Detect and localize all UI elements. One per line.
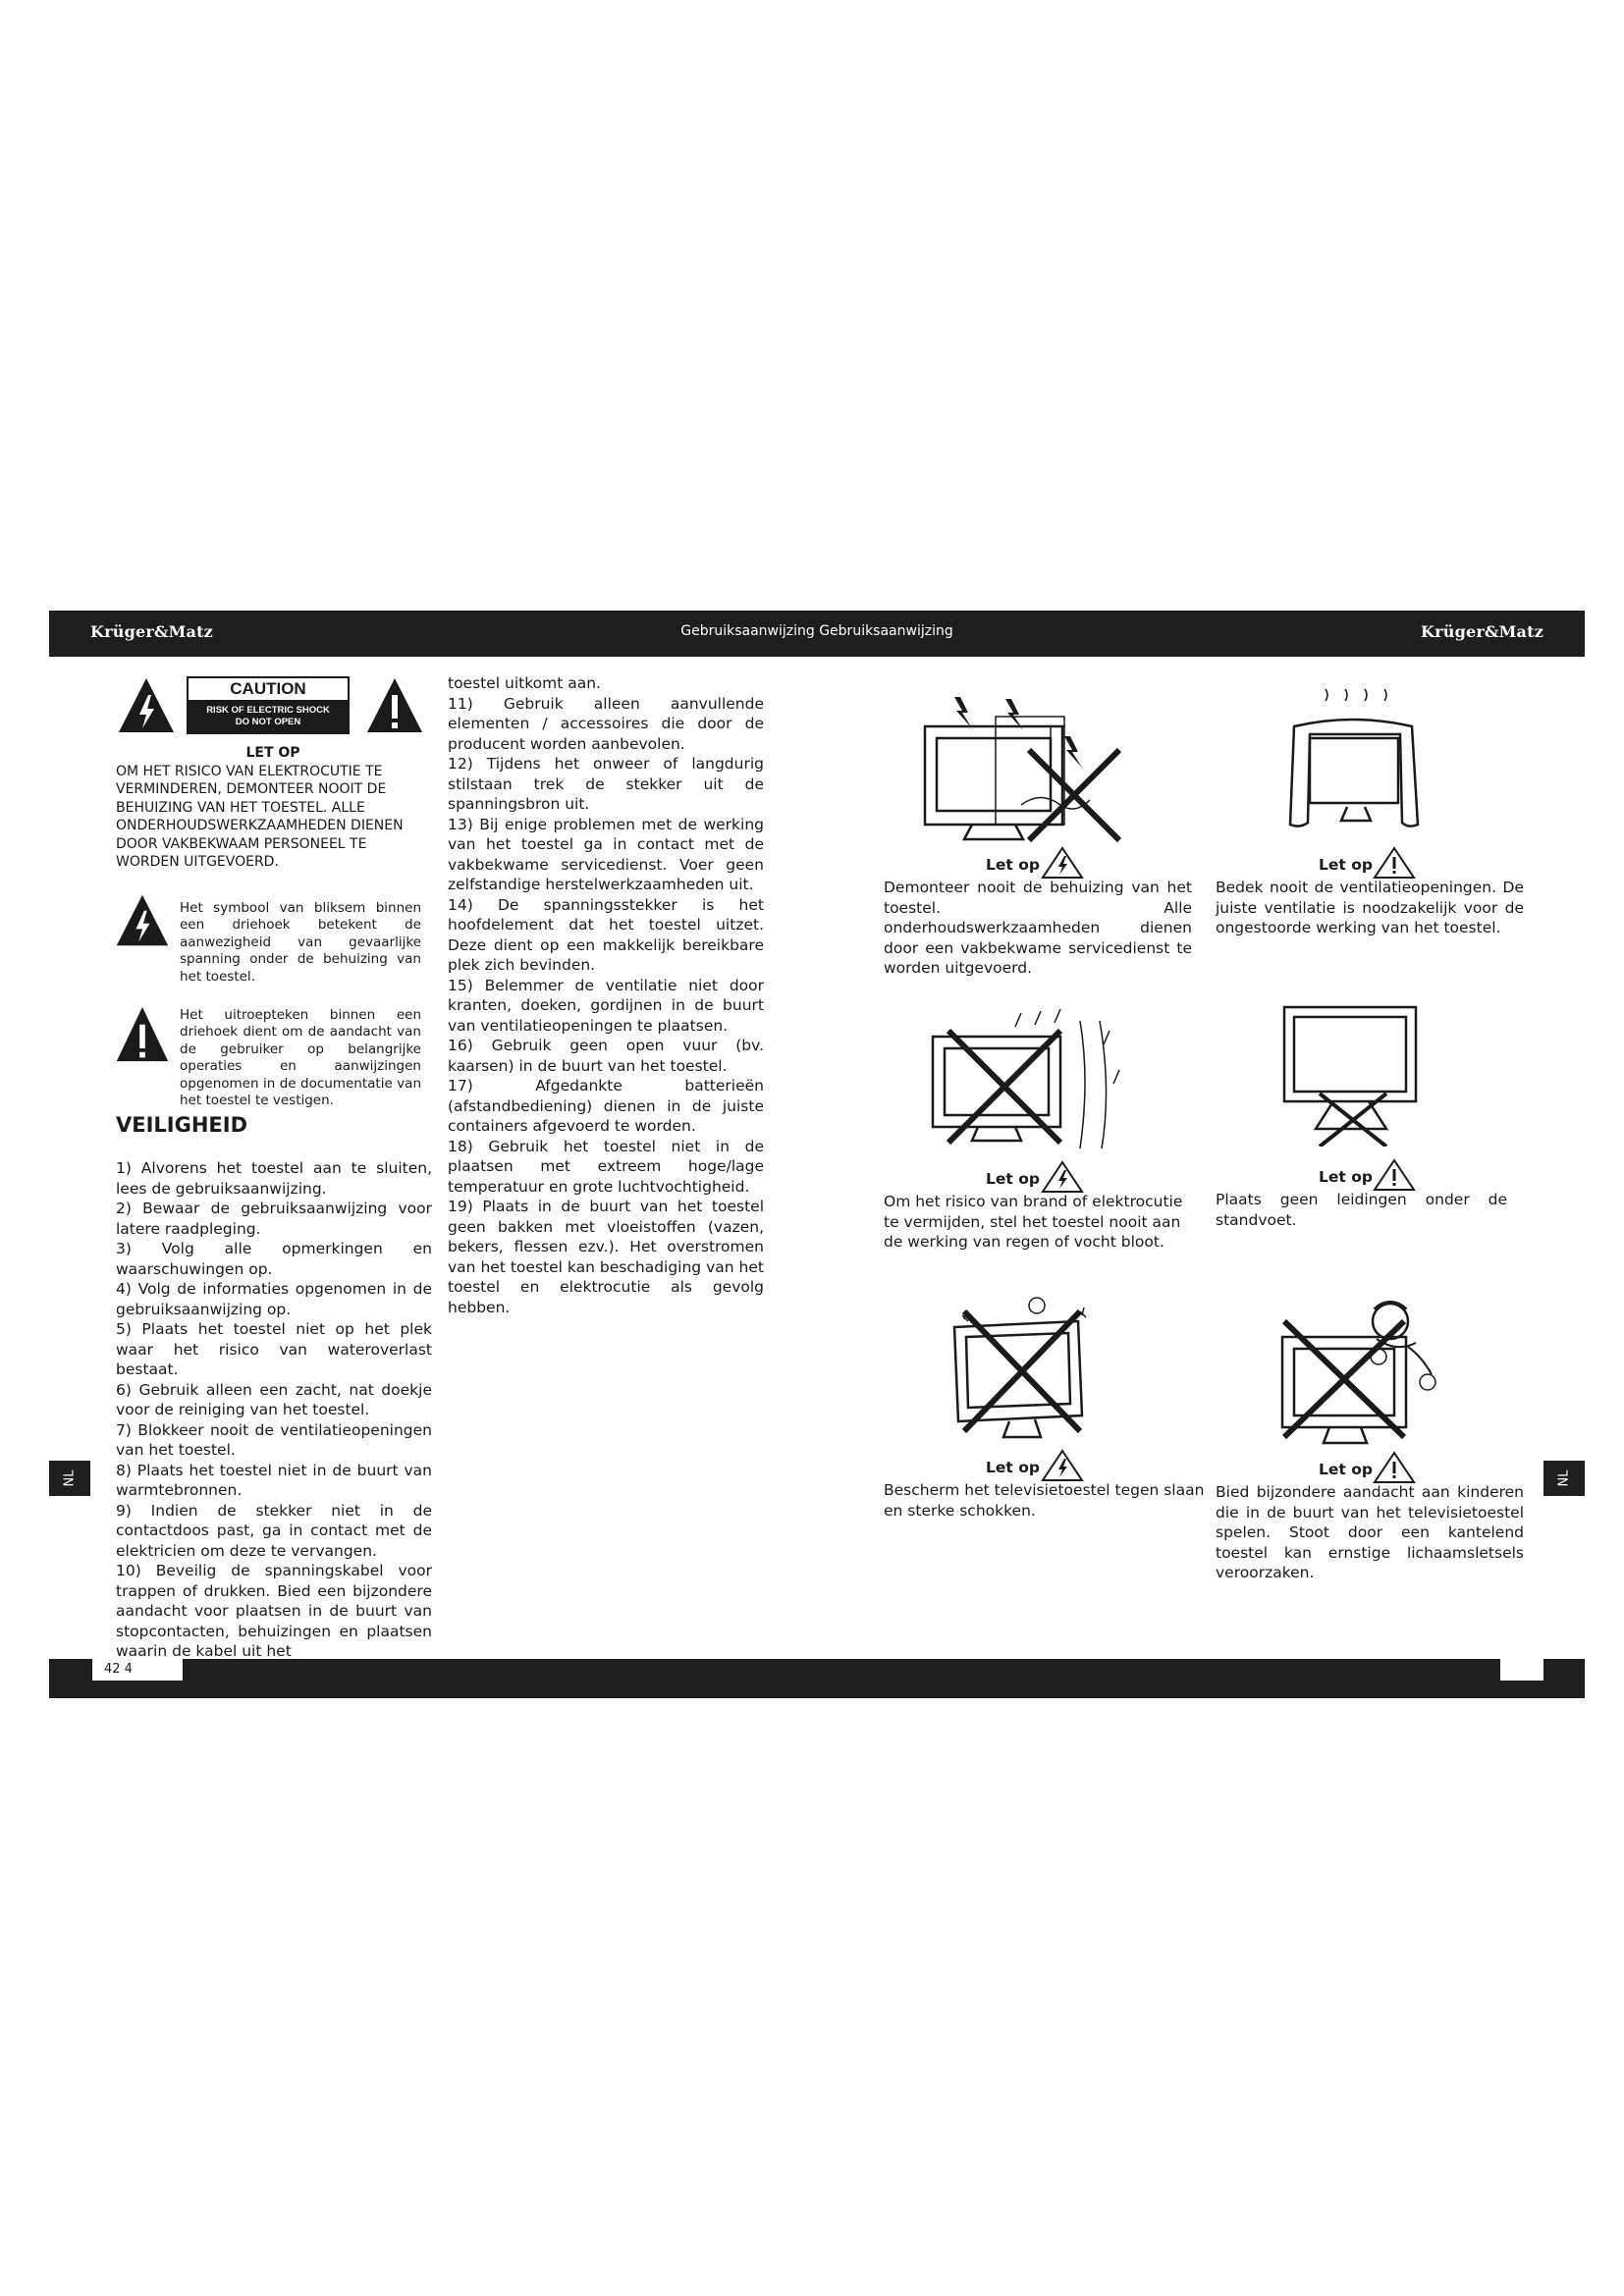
language-tab-right: NL <box>1543 1461 1585 1496</box>
lightning-warning-icon <box>1041 1160 1084 1194</box>
exclamation-triangle-icon <box>114 1003 171 1066</box>
list-item: 18) Gebruik het toestel niet in de plaatsen met extreem hoge/lage temperatuur en grote luchtvochtigheid. <box>448 1137 764 1196</box>
list-item: 2) Bewaar de gebruiksaanwijzing voor latere raadpleging. <box>116 1200 432 1238</box>
illustration-caption: Om het risico van brand of elektrocutie te vermijden, stel het toestel nooit aan de werking van regen of vocht bloot. <box>884 1193 1183 1251</box>
list-item: 3) Volg alle opmerkingen en waarschuwingen op. <box>116 1240 432 1278</box>
tv-lightning-illustration <box>903 687 1159 854</box>
warning-line: ONDERHOUDSWERKZAAMHEDEN DIENEN <box>116 818 404 833</box>
language-tab-left: NL <box>49 1461 90 1496</box>
warning-line: BEHUIZING VAN HET TOESTEL. ALLE <box>116 799 365 816</box>
caution-label <box>187 676 350 734</box>
list-item: 9) Indien de stekker niet in de contactdoos past, ga in contact met de elektricien om deze te vervangen. <box>116 1501 432 1560</box>
illustration-caption: Demonteer nooit de behuizing van het toestel. Alle onderhoudswerkzaamheden dienen door een vakbekwame servicedienst te worden uitgevoerd. <box>884 879 1192 977</box>
tv-covered-illustration <box>1276 687 1434 844</box>
illustration-caption: Plaats geen leidingen onder de standvoet. <box>1216 1191 1507 1229</box>
list-item: toestel uitkomt aan. <box>448 674 601 692</box>
caution-line-1: RISK OF ELECTRIC SHOCK <box>206 705 330 716</box>
list-item: 15) Belemmer de ventilatie niet door kranten, doeken, gordijnen in de buurt van ventilatieopeningen te plaatsen. <box>448 976 764 1035</box>
header-title: Gebruiksaanwijzing Gebruiksaanwijzing <box>680 623 953 639</box>
list-item: 12) Tijdens het onweer of langdurig stilstaan trek de stekker uit de spanningsbron uit. <box>448 755 764 813</box>
bolt-symbol-note: Het symbool van bliksem binnen een driehoek betekent de aanwezigheid van gevaarlijke spanning onder de behuizing van het toestel. <box>180 899 421 985</box>
warning-line: OM HET RISICO VAN ELEKTROCUTIE TE <box>116 763 383 779</box>
let-op-label: Let op <box>1319 1461 1373 1478</box>
list-item: 13) Bij enige problemen met de werking van het toestel ga in contact met de vakbekwame servicedienst. Voer geen zelfstandige herstelwerkzaamheden uit. <box>448 815 764 893</box>
illustration-caption: Bescherm het televisietoestel tegen slaan en sterke schokken. <box>884 1481 1205 1520</box>
tv-child-illustration <box>1261 1288 1447 1455</box>
tv-impact-illustration <box>943 1292 1110 1449</box>
list-item: 7) Blokkeer nooit de ventilatieopeningen van het toestel. <box>116 1420 432 1459</box>
list-item: 1) Alvorens het toestel aan te sluiten, lees de gebruiksaanwijzing. <box>116 1159 432 1198</box>
exclamation-warning-icon <box>1373 1158 1416 1192</box>
lightning-triangle-icon <box>114 891 171 950</box>
tv-cable-illustration <box>1276 999 1424 1147</box>
list-item: 16) Gebruik geen open vuur (bv. kaarsen) in de buurt van het toestel. <box>448 1037 764 1075</box>
lightning-warning-icon <box>1041 846 1084 880</box>
tv-rain-illustration <box>913 1001 1149 1168</box>
exclamation-symbol-note: Het uitroepteken binnen een driehoek dient om de aandacht van de gebruiker op belangrijke operaties en aanwijzingen opgenomen in de documentatie van het toestel te vestigen. <box>180 1006 421 1108</box>
let-op-label: Let op <box>1319 1168 1373 1186</box>
header-bar <box>49 611 1585 657</box>
brand-logo-left: Krüger&Matz <box>90 622 213 641</box>
list-item: 10) Beveilig de spanningskabel voor trappen of drukken. Bied een bijzondere aandacht voor plaatsen in de buurt van stopcontacten, behuizingen en plaatsen waarin de kabel uit het <box>116 1562 432 1660</box>
safety-list-middle <box>448 673 764 1317</box>
let-op-block <box>116 744 430 872</box>
caution-title: CAUTION <box>189 678 348 702</box>
page-number-right <box>1500 1659 1543 1681</box>
let-op-label: Let op <box>986 1459 1040 1476</box>
list-item: 19) Plaats in de buurt van het toestel geen bakken met vloeistoffen (vazen, bekers, flessen ezv.). Het overstromen van het toestel kan beschadiging van het toestel en elektrocutie als gevolg hebben. <box>448 1198 764 1316</box>
list-item: 8) Plaats het toestel niet in de buurt van warmtebronnen. <box>116 1461 432 1499</box>
brand-logo-right: Krüger&Matz <box>1421 622 1543 641</box>
illustration-caption: Bied bijzondere aandacht aan kinderen die in de buurt van het televisietoestel spelen. Stoot door een kantelend toestel kan ernstige lichaamsletsels veroorzaken. <box>1216 1483 1524 1581</box>
footer-bar <box>49 1659 1585 1698</box>
page-number: 42 4 <box>92 1659 183 1681</box>
section-heading: VEILIGHEID <box>116 1113 248 1137</box>
list-item: 17) Afgedankte batterieën (afstandbediening) dienen in de juiste containers afgevoerd te worden. <box>448 1077 764 1135</box>
list-item: 4) Volg de informaties opgenomen in de gebruiksaanwijzing op. <box>116 1280 432 1318</box>
exclamation-warning-icon <box>1373 846 1416 880</box>
lightning-warning-icon <box>116 675 177 736</box>
warning-line: DOOR VAKBEKWAAM PERSONEEL TE <box>116 835 367 852</box>
exclamation-warning-icon <box>1373 1451 1416 1484</box>
safety-list-left <box>116 1158 432 1662</box>
warning-line: WORDEN UITGEVOERD. <box>116 854 279 870</box>
let-op-label: Let op <box>986 1170 1040 1188</box>
caution-line-2: DO NOT OPEN <box>235 717 301 727</box>
list-item: 11) Gebruik alleen aanvullende elementen / accessoires die door de producent worden aanbevolen. <box>448 694 764 753</box>
list-item: 14) De spanningsstekker is het hoofdelement dat het toestel uitzet. Deze dient op een makkelijk bereikbare plek zich bevinden. <box>448 895 764 974</box>
list-item: 6) Gebruik alleen een zacht, nat doekje voor de reiniging van het toestel. <box>116 1380 432 1418</box>
let-op-label: Let op <box>986 856 1040 874</box>
let-op-label: Let op <box>1319 856 1373 874</box>
illustration-caption: Bedek nooit de ventilatieopeningen. De juiste ventilatie is noodzakelijk voor de ongestoorde werking van het toestel. <box>1216 879 1524 936</box>
exclamation-warning-icon <box>364 675 425 736</box>
list-item: 5) Plaats het toestel niet op het plek waar het risico van wateroverlast bestaat. <box>116 1320 432 1378</box>
let-op-title: LET OP <box>245 745 300 761</box>
lightning-warning-icon <box>1041 1449 1084 1482</box>
warning-line: VERMINDEREN, DEMONTEER NOOIT DE <box>116 781 387 797</box>
